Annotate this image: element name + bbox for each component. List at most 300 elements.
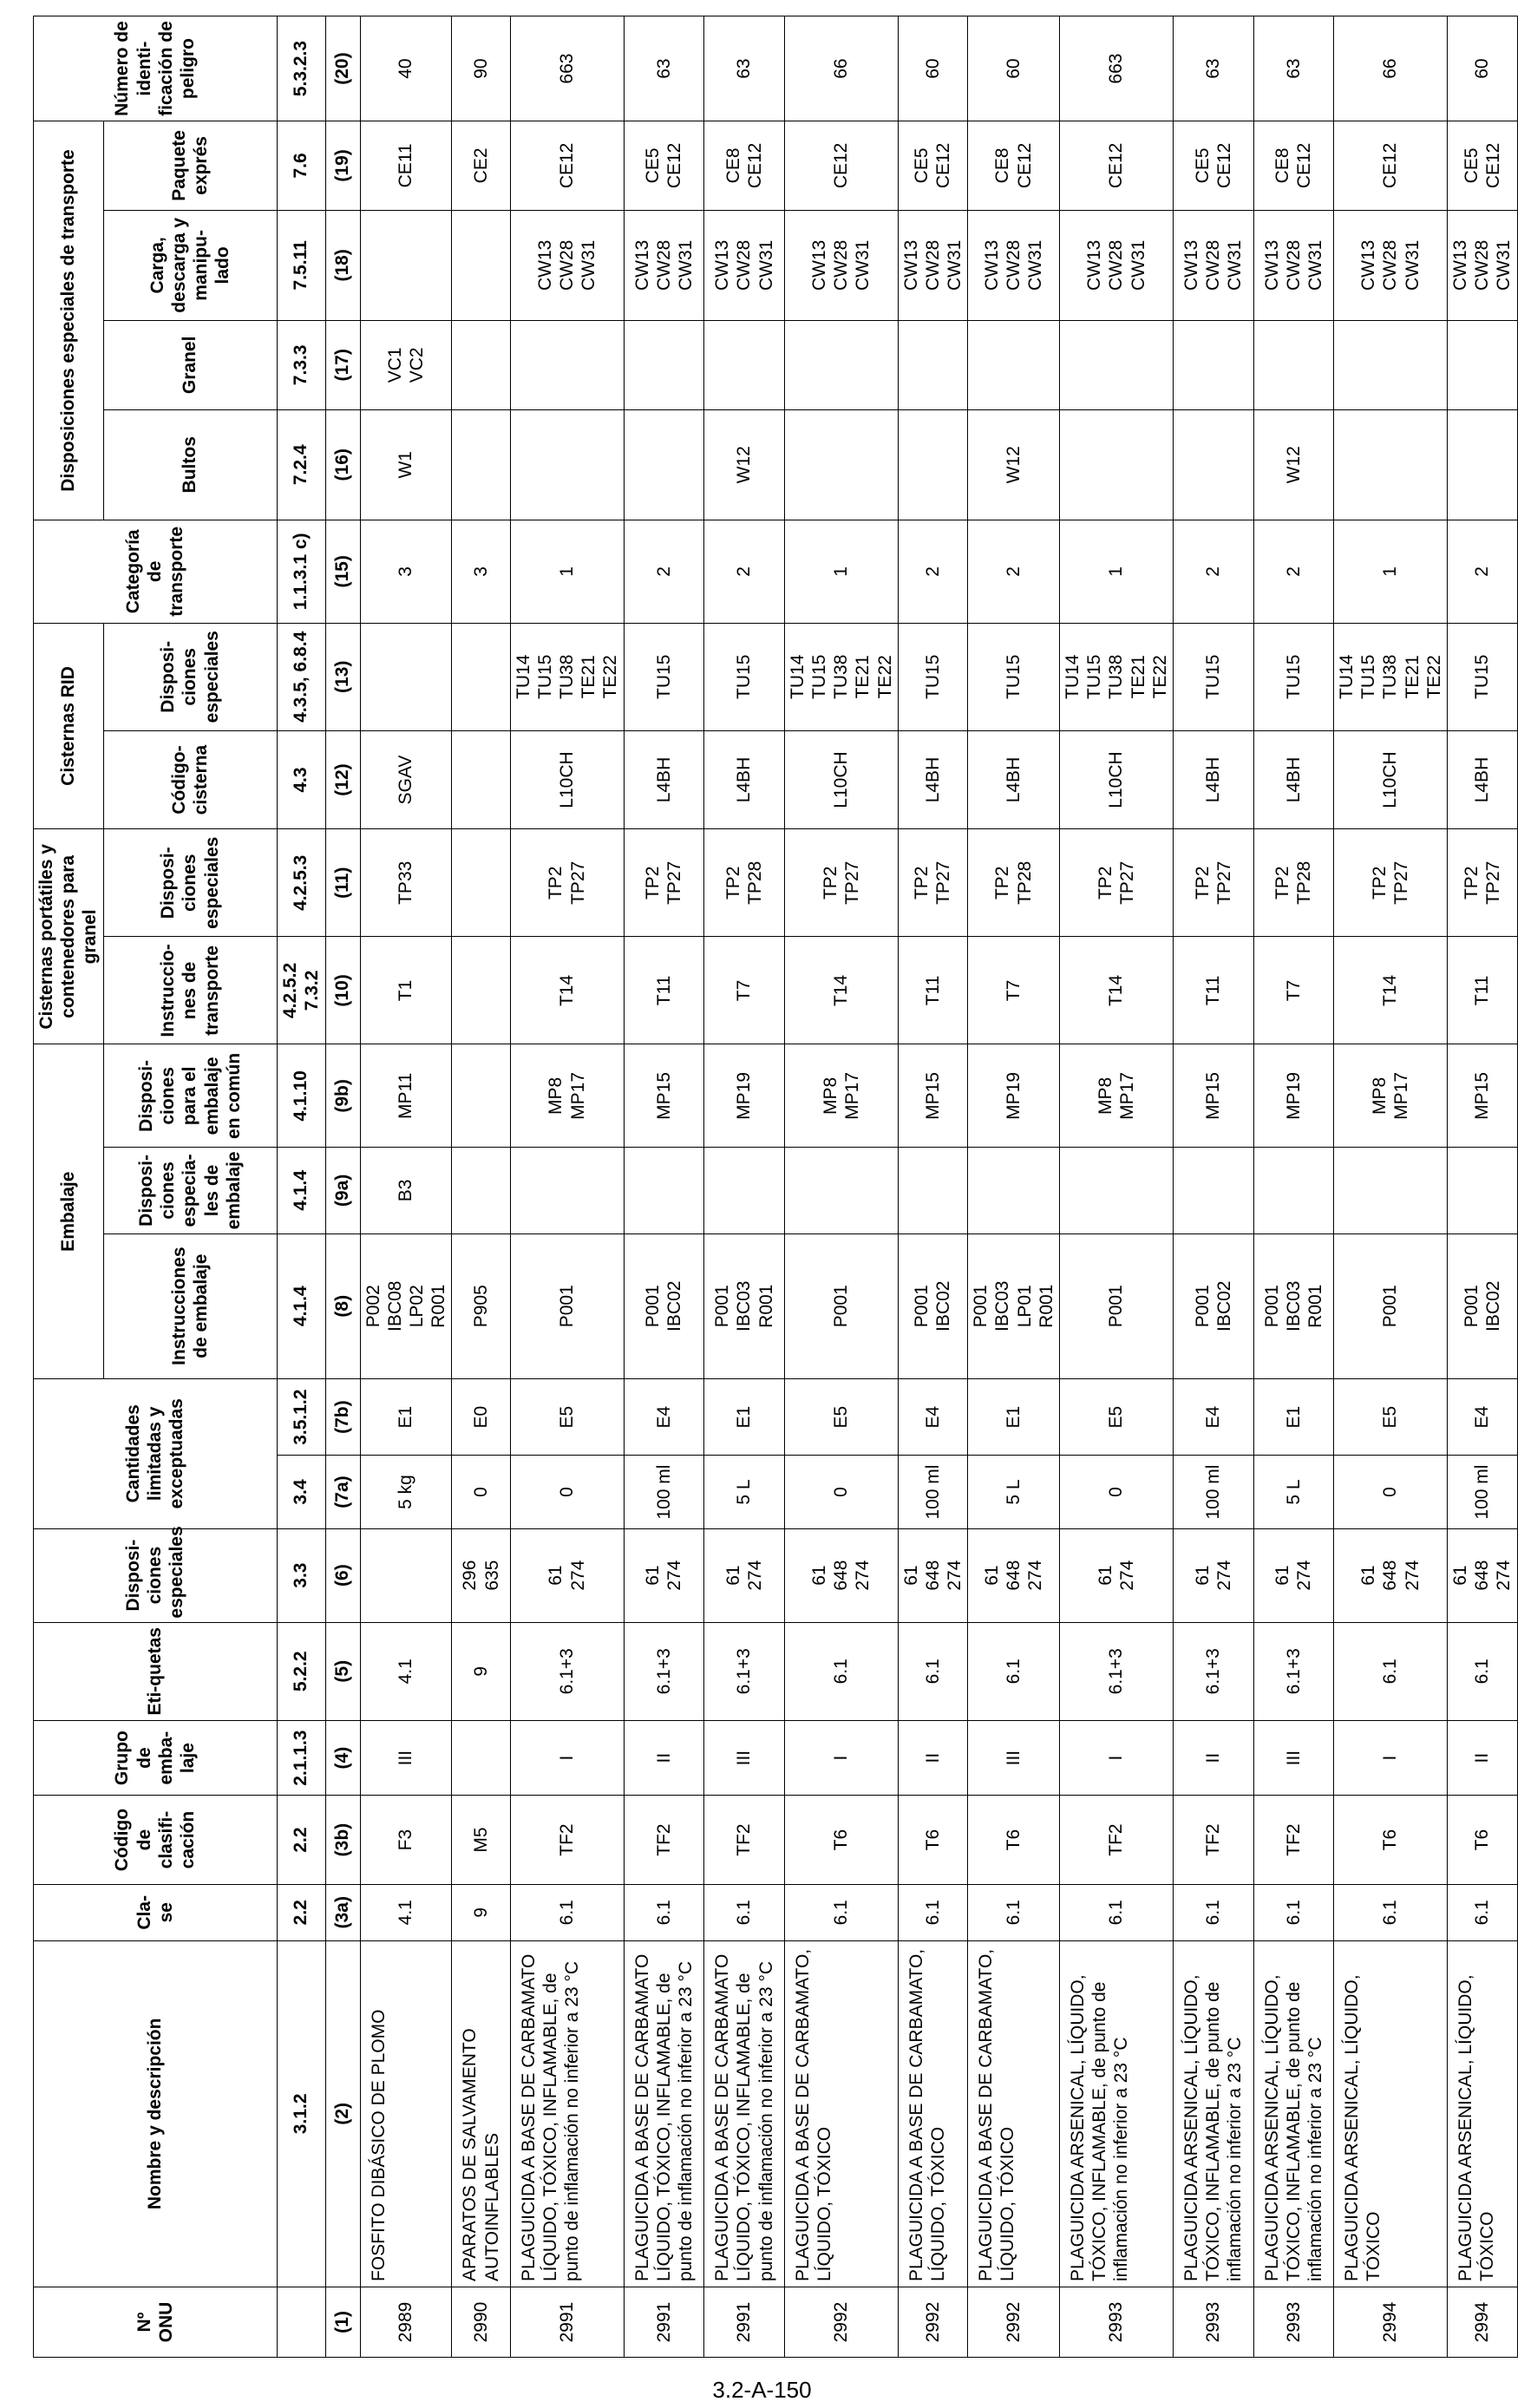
table-cell: L4BH xyxy=(898,730,968,828)
table-cell: L4BH xyxy=(968,730,1060,828)
cell-name: FOSFITO DIBÁSICO DE PLOMO xyxy=(360,1940,452,2287)
table-cell: 60 xyxy=(1448,16,1518,121)
column-number-cell: (11) xyxy=(325,829,360,937)
table-cell xyxy=(1253,321,1334,410)
table-cell: 6.1 xyxy=(510,1884,624,1940)
ref-cell: 1.1.3.1 c) xyxy=(277,520,325,623)
table-cell: T6 xyxy=(968,1796,1060,1885)
table-cell: P001 IBC02 xyxy=(1173,1233,1253,1378)
table-cell: II xyxy=(624,1720,704,1795)
table-cell: 4.1 xyxy=(360,1622,452,1720)
column-number-cell: (19) xyxy=(325,121,360,211)
table-cell: P001 IBC02 xyxy=(1448,1233,1518,1378)
table-cell: 0 xyxy=(1334,1456,1448,1528)
table-cell xyxy=(704,1148,785,1233)
ref-cell: 7.6 xyxy=(277,121,325,211)
table-cell: L10CH xyxy=(1334,730,1448,828)
cell-name: APARATOS DE SALVAMENTO AUTOINFLABLES xyxy=(452,1940,510,2287)
ref-cell: 4.2.5.3 xyxy=(277,829,325,937)
table-cell: 100 ml xyxy=(624,1456,704,1528)
table-cell: 61 648 274 xyxy=(898,1528,968,1622)
table-cell: MP8 MP17 xyxy=(510,1044,624,1148)
column-number-cell: (16) xyxy=(325,409,360,520)
column-number-cell: (4) xyxy=(325,1720,360,1795)
table-cell: L10CH xyxy=(1060,730,1174,828)
table-cell: 6.1 xyxy=(898,1884,968,1940)
table-cell: 663 xyxy=(510,16,624,121)
table-cell: 6.1 xyxy=(1060,1884,1174,1940)
table-cell: W12 xyxy=(704,409,785,520)
ref-cell: 4.3.5, 6.8.4 xyxy=(277,623,325,730)
cell-name: PLAGUICIDA A BASE DE CARBAMATO LÍQUIDO, TÓXICO, INFLAMABLE, de punto de inflamación no inferior a 23 °C xyxy=(624,1940,704,2287)
ref-cell: 7.2.4 xyxy=(277,409,325,520)
table-cell xyxy=(898,1148,968,1233)
column-number-cell: (9b) xyxy=(325,1044,360,1148)
table-cell: TU15 xyxy=(1253,623,1334,730)
column-number-cell: (9a) xyxy=(325,1148,360,1233)
table-cell: TU14 TU15 TU38 TE21 TE22 xyxy=(510,623,624,730)
table-cell: 0 xyxy=(1060,1456,1174,1528)
table-cell: TP2 TP28 xyxy=(968,829,1060,937)
table-cell: P001 xyxy=(1060,1233,1174,1378)
reference-row xyxy=(277,16,325,2358)
cell-name: PLAGUICIDA A BASE DE CARBAMATO LÍQUIDO, TÓXICO, INFLAMABLE, de punto de inflamación no inferior a 23 °C xyxy=(704,1940,785,2287)
table-cell xyxy=(1334,409,1448,520)
table-cell: 2 xyxy=(624,520,704,623)
table-row xyxy=(968,16,1060,2358)
table-cell: T6 xyxy=(1334,1796,1448,1885)
table-cell: L10CH xyxy=(784,730,898,828)
table-cell: T6 xyxy=(1448,1796,1518,1885)
table-cell: CE12 xyxy=(784,121,898,211)
table-cell: 6.1 xyxy=(704,1884,785,1940)
header-packing-group: Grupo de emba-laje xyxy=(34,1720,278,1795)
table-cell: P001 IBC03 LP01 R001 xyxy=(968,1233,1060,1378)
header-tank-special: Disposi-ciones especiales xyxy=(103,829,277,937)
table-cell: CW13 CW28 CW31 xyxy=(510,210,624,320)
table-cell: CE12 xyxy=(510,121,624,211)
table-cell: TP2 TP27 xyxy=(1060,829,1174,937)
table-cell: TF2 xyxy=(704,1796,785,1885)
column-number-cell: (17) xyxy=(325,321,360,410)
table-cell xyxy=(1173,321,1253,410)
table-cell: P905 xyxy=(452,1233,510,1378)
column-number-cell: (18) xyxy=(325,210,360,320)
table-cell: E5 xyxy=(1334,1378,1448,1456)
table-cell: CE12 xyxy=(1334,121,1448,211)
table-cell: TP2 TP28 xyxy=(1253,829,1334,937)
table-cell: TF2 xyxy=(1173,1796,1253,1885)
table-cell: II xyxy=(898,1720,968,1795)
table-cell: 63 xyxy=(1173,16,1253,121)
table-cell: TF2 xyxy=(624,1796,704,1885)
table-cell: T7 xyxy=(968,937,1060,1044)
dangerous-goods-table xyxy=(33,16,1518,2358)
cell-name: PLAGUICIDA ARSENICAL, LÍQUIDO, TÓXICO, INFLAMABLE, de punto de inflamación no inferior a 23 °C xyxy=(1253,1940,1334,2287)
table-cell: T14 xyxy=(510,937,624,1044)
table-cell: E1 xyxy=(968,1378,1060,1456)
table-cell: CE5 CE12 xyxy=(898,121,968,211)
table-cell xyxy=(510,321,624,410)
table-cell: TU14 TU15 TU38 TE21 TE22 xyxy=(784,623,898,730)
table-cell: TP2 TP27 xyxy=(1173,829,1253,937)
table-cell: CE5 CE12 xyxy=(1448,121,1518,211)
ref-cell: 5.2.2 xyxy=(277,1622,325,1720)
table-cell: W1 xyxy=(360,409,452,520)
header-special-provisions: Disposi-ciones especiales xyxy=(34,1528,278,1622)
table-cell: E1 xyxy=(1253,1378,1334,1456)
table-cell: 61 274 xyxy=(1173,1528,1253,1622)
table-cell: 6.1 xyxy=(1334,1884,1448,1940)
table-cell: T14 xyxy=(1060,937,1174,1044)
table-cell: 61 274 xyxy=(1060,1528,1174,1622)
table-cell: P001 IBC02 xyxy=(898,1233,968,1378)
table-cell: 2992 xyxy=(784,2287,898,2358)
ref-cell: 3.5.1.2 xyxy=(277,1378,325,1456)
table-cell: TU15 xyxy=(1448,623,1518,730)
table-cell: W12 xyxy=(968,409,1060,520)
column-number-cell: (7b) xyxy=(325,1378,360,1456)
table-cell: 2993 xyxy=(1253,2287,1334,2358)
table-cell: 100 ml xyxy=(1173,1456,1253,1528)
table-cell: III xyxy=(968,1720,1060,1795)
table-cell: CE12 xyxy=(1060,121,1174,211)
table-row xyxy=(784,16,898,2358)
table-cell: 2994 xyxy=(1334,2287,1448,2358)
table-cell: TP2 TP27 xyxy=(510,829,624,937)
table-row xyxy=(1060,16,1174,2358)
table-cell: 2991 xyxy=(704,2287,785,2358)
column-number-cell: (2) xyxy=(325,1940,360,2287)
header-packing-instructions: Instrucciones de embalaje xyxy=(103,1233,277,1378)
table-cell: 60 xyxy=(898,16,968,121)
table-cell xyxy=(360,623,452,730)
table-cell: MP19 xyxy=(1253,1044,1334,1148)
header-hazard-id: Número de identi-ficación de peligro xyxy=(34,16,278,121)
table-cell: T6 xyxy=(784,1796,898,1885)
table-cell: 2 xyxy=(898,520,968,623)
table-cell: TU15 xyxy=(898,623,968,730)
table-cell: 0 xyxy=(452,1456,510,1528)
table-cell: 2991 xyxy=(510,2287,624,2358)
table-cell: T14 xyxy=(784,937,898,1044)
table-cell: CW13 CW28 CW31 xyxy=(1060,210,1174,320)
table-cell: P001 xyxy=(510,1233,624,1378)
table-cell: 90 xyxy=(452,16,510,121)
table-cell: 2990 xyxy=(452,2287,510,2358)
table-cell: MP15 xyxy=(898,1044,968,1148)
table-cell xyxy=(784,1148,898,1233)
table-cell: 6.1+3 xyxy=(510,1622,624,1720)
table-cell: TU14 TU15 TU38 TE21 TE22 xyxy=(1334,623,1448,730)
header-mixed-packing: Disposi-ciones para el embalaje en común xyxy=(103,1044,277,1148)
table-cell xyxy=(452,829,510,937)
table-cell: P002 IBC08 LP02 R001 xyxy=(360,1233,452,1378)
table-cell xyxy=(624,1148,704,1233)
table-cell: MP8 MP17 xyxy=(1334,1044,1448,1148)
table-cell xyxy=(452,1044,510,1148)
table-cell: T6 xyxy=(898,1796,968,1885)
table-cell: E1 xyxy=(360,1378,452,1456)
table-cell: TU14 TU15 TU38 TE21 TE22 xyxy=(1060,623,1174,730)
ref-cell: 2.1.1.3 xyxy=(277,1720,325,1795)
table-row xyxy=(1448,16,1518,2358)
table-cell: 4.1 xyxy=(360,1884,452,1940)
table-cell xyxy=(784,321,898,410)
table-cell: 663 xyxy=(1060,16,1174,121)
table-cell: CE8 CE12 xyxy=(968,121,1060,211)
table-cell: 100 ml xyxy=(898,1456,968,1528)
table-cell: E1 xyxy=(704,1378,785,1456)
table-body xyxy=(360,16,1517,2358)
table-cell xyxy=(452,730,510,828)
table-cell: E5 xyxy=(784,1378,898,1456)
cell-name: PLAGUICIDA ARSENICAL, LÍQUIDO, TÓXICO, INFLAMABLE, de punto de inflamación no inferior a 23 °C xyxy=(1173,1940,1253,2287)
table-cell: TP2 TP27 xyxy=(898,829,968,937)
column-number-cell: (5) xyxy=(325,1622,360,1720)
table-cell: 63 xyxy=(624,16,704,121)
table-cell: L4BH xyxy=(1173,730,1253,828)
table-cell: MP8 MP17 xyxy=(784,1044,898,1148)
table-cell: 2 xyxy=(968,520,1060,623)
table-cell: III xyxy=(360,1720,452,1795)
ref-cell: 7.3.3 xyxy=(277,321,325,410)
table-cell: 6.1 xyxy=(784,1622,898,1720)
table-cell: 1 xyxy=(784,520,898,623)
table-cell: T7 xyxy=(704,937,785,1044)
table-cell: TP2 TP27 xyxy=(1448,829,1518,937)
ref-cell xyxy=(277,2287,325,2358)
table-cell xyxy=(452,1720,510,1795)
table-cell: CE5 CE12 xyxy=(624,121,704,211)
table-cell xyxy=(624,409,704,520)
table-cell: T11 xyxy=(624,937,704,1044)
table-cell xyxy=(1060,1148,1174,1233)
table-cell xyxy=(784,409,898,520)
table-cell xyxy=(1448,409,1518,520)
table-row xyxy=(360,16,452,2358)
table-cell: TU15 xyxy=(704,623,785,730)
table-cell: CW13 CW28 CW31 xyxy=(1448,210,1518,320)
table-cell xyxy=(968,1148,1060,1233)
table-cell: MP15 xyxy=(1173,1044,1253,1148)
table-cell: TU15 xyxy=(968,623,1060,730)
table-cell: MP8 MP17 xyxy=(1060,1044,1174,1148)
table-cell xyxy=(360,210,452,320)
table-cell: III xyxy=(1253,1720,1334,1795)
ref-cell: 4.1.4 xyxy=(277,1148,325,1233)
column-number-cell: (3a) xyxy=(325,1884,360,1940)
table-cell: CW13 CW28 CW31 xyxy=(1253,210,1334,320)
table-cell: SGAV xyxy=(360,730,452,828)
table-cell: 61 274 xyxy=(704,1528,785,1622)
table-cell: TF2 xyxy=(1253,1796,1334,1885)
table-cell: TP33 xyxy=(360,829,452,937)
table-cell: L4BH xyxy=(1253,730,1334,828)
ref-cell: 4.1.4 xyxy=(277,1233,325,1378)
table-cell: P001 IBC02 xyxy=(624,1233,704,1378)
ref-cell: 3.1.2 xyxy=(277,1940,325,2287)
table-cell: TP2 TP27 xyxy=(784,829,898,937)
table-cell xyxy=(360,1528,452,1622)
table-cell: CW13 CW28 CW31 xyxy=(1173,210,1253,320)
table-cell: 5 L xyxy=(704,1456,785,1528)
table-cell xyxy=(1448,1148,1518,1233)
table-cell xyxy=(1173,1148,1253,1233)
table-cell: III xyxy=(704,1720,785,1795)
table-cell: CW13 CW28 CW31 xyxy=(968,210,1060,320)
table-cell: CE5 CE12 xyxy=(1173,121,1253,211)
table-cell: E4 xyxy=(1173,1378,1253,1456)
table-cell: 1 xyxy=(1334,520,1448,623)
table-cell: MP19 xyxy=(704,1044,785,1148)
table-cell: 6.1+3 xyxy=(1060,1622,1174,1720)
table-row xyxy=(452,16,510,2358)
header-portable-tanks: Cisternas portátiles y contenedores para granel xyxy=(34,829,104,1044)
table-cell: 60 xyxy=(968,16,1060,121)
column-number-cell: (7a) xyxy=(325,1456,360,1528)
table-cell: I xyxy=(784,1720,898,1795)
header-transport-provisions: Disposiciones especiales de transporte xyxy=(34,121,104,520)
table-cell: 61 648 274 xyxy=(784,1528,898,1622)
table-cell xyxy=(1334,321,1448,410)
ref-cell: 5.3.2.3 xyxy=(277,16,325,121)
table-cell: 61 648 274 xyxy=(968,1528,1060,1622)
table-cell: CW13 CW28 CW31 xyxy=(784,210,898,320)
table-cell: TP2 TP27 xyxy=(1334,829,1448,937)
table-cell: I xyxy=(1060,1720,1174,1795)
header-packaging: Embalaje xyxy=(34,1044,104,1378)
cell-name: PLAGUICIDA ARSENICAL, LÍQUIDO, TÓXICO, INFLAMABLE, de punto de inflamación no inferior a 23 °C xyxy=(1060,1940,1174,2287)
table-cell: 6.1+3 xyxy=(1173,1622,1253,1720)
header-rid-special: Disposi-ciones especiales xyxy=(103,623,277,730)
table-cell: 1 xyxy=(1060,520,1174,623)
table-cell: 2992 xyxy=(898,2287,968,2358)
header-classification-code: Código de clasifi-cación xyxy=(34,1796,278,1885)
table-cell: 5 kg xyxy=(360,1456,452,1528)
table-cell: 2 xyxy=(704,520,785,623)
header-express: Paquete exprés xyxy=(103,121,277,211)
table-cell: II xyxy=(1173,1720,1253,1795)
header-special-packing: Disposi-ciones especia-les de embalaje xyxy=(103,1148,277,1233)
table-cell: 2991 xyxy=(624,2287,704,2358)
ref-cell: 7.5.11 xyxy=(277,210,325,320)
table-cell: P001 IBC03 R001 xyxy=(704,1233,785,1378)
table-cell xyxy=(1253,1148,1334,1233)
table-cell: 66 xyxy=(1334,16,1448,121)
cell-name: PLAGUICIDA A BASE DE CARBAMATO, LÍQUIDO, TÓXICO xyxy=(898,1940,968,2287)
header-tank-instructions: Instruccio-nes de transporte xyxy=(103,937,277,1044)
table-cell: 40 xyxy=(360,16,452,121)
column-number-cell: (6) xyxy=(325,1528,360,1622)
ref-cell: 3.3 xyxy=(277,1528,325,1622)
table-cell: 61 274 xyxy=(510,1528,624,1622)
table-cell: T1 xyxy=(360,937,452,1044)
table-cell: 6.1+3 xyxy=(624,1622,704,1720)
column-number-cell: (13) xyxy=(325,623,360,730)
cell-name: PLAGUICIDA A BASE DE CARBAMATO LÍQUIDO, TÓXICO, INFLAMABLE, de punto de inflamación no inferior a 23 °C xyxy=(510,1940,624,2287)
table-cell: 6.1 xyxy=(968,1622,1060,1720)
table-cell: 6.1 xyxy=(1334,1622,1448,1720)
table-cell: 6.1 xyxy=(898,1622,968,1720)
ref-cell: 2.2 xyxy=(277,1796,325,1885)
table-cell: CE11 xyxy=(360,121,452,211)
table-cell: P001 xyxy=(784,1233,898,1378)
table-cell: 2989 xyxy=(360,2287,452,2358)
cell-name: PLAGUICIDA A BASE DE CARBAMATO, LÍQUIDO, TÓXICO xyxy=(968,1940,1060,2287)
table-cell: CE2 xyxy=(452,121,510,211)
table-cell: T11 xyxy=(1448,937,1518,1044)
table-cell xyxy=(1334,1148,1448,1233)
rotated-table-container xyxy=(33,16,1514,2358)
table-cell: E5 xyxy=(510,1378,624,1456)
table-row xyxy=(1253,16,1334,2358)
table-cell xyxy=(898,409,968,520)
table-cell: 9 xyxy=(452,1884,510,1940)
table-cell xyxy=(1060,409,1174,520)
table-cell: 63 xyxy=(1253,16,1334,121)
table-cell: CW13 CW28 CW31 xyxy=(898,210,968,320)
table-cell: L4BH xyxy=(1448,730,1518,828)
table-cell: 2994 xyxy=(1448,2287,1518,2358)
table-cell: 100 ml xyxy=(1448,1456,1518,1528)
table-cell xyxy=(452,409,510,520)
table-cell xyxy=(510,1148,624,1233)
table-cell: TP2 TP28 xyxy=(704,829,785,937)
table-cell: 6.1 xyxy=(624,1884,704,1940)
table-cell: F3 xyxy=(360,1796,452,1885)
ref-cell: 3.4 xyxy=(277,1456,325,1528)
table-cell xyxy=(452,623,510,730)
table-cell: E0 xyxy=(452,1378,510,1456)
table-cell: E4 xyxy=(1448,1378,1518,1456)
column-number-cell: (3b) xyxy=(325,1796,360,1885)
column-number-cell: (1) xyxy=(325,2287,360,2358)
table-cell: MP15 xyxy=(624,1044,704,1148)
table-cell xyxy=(510,409,624,520)
header-name: Nombre y descripción xyxy=(34,1940,278,2287)
table-cell: 61 648 274 xyxy=(1334,1528,1448,1622)
table-cell: II xyxy=(1448,1720,1518,1795)
ref-cell: 2.2 xyxy=(277,1884,325,1940)
table-cell: I xyxy=(510,1720,624,1795)
table-cell: CW13 CW28 CW31 xyxy=(624,210,704,320)
table-row xyxy=(1173,16,1253,2358)
table-cell xyxy=(704,321,785,410)
table-cell: 5 L xyxy=(1253,1456,1334,1528)
table-cell: L10CH xyxy=(510,730,624,828)
table-cell: MP15 xyxy=(1448,1044,1518,1148)
cell-name: PLAGUICIDA A BASE DE CARBAMATO, LÍQUIDO, TÓXICO xyxy=(784,1940,898,2287)
header-loading: Carga, descarga y manipu-lado xyxy=(103,210,277,320)
table-cell: 9 xyxy=(452,1622,510,1720)
table-cell: CW13 CW28 CW31 xyxy=(1334,210,1448,320)
table-cell: 6.1 xyxy=(1173,1884,1253,1940)
ref-cell: 4.2.5.2 7.3.2 xyxy=(277,937,325,1044)
ref-cell: 4.3 xyxy=(277,730,325,828)
table-cell xyxy=(898,321,968,410)
table-cell: T11 xyxy=(898,937,968,1044)
table-cell xyxy=(452,1148,510,1233)
table-cell: CE8 CE12 xyxy=(1253,121,1334,211)
header-bulk: Granel xyxy=(103,321,277,410)
table-cell: 5 L xyxy=(968,1456,1060,1528)
table-cell: 2993 xyxy=(1060,2287,1174,2358)
table-row xyxy=(1334,16,1448,2358)
table-cell: 2 xyxy=(1253,520,1334,623)
table-cell: E4 xyxy=(898,1378,968,1456)
table-row xyxy=(898,16,968,2358)
